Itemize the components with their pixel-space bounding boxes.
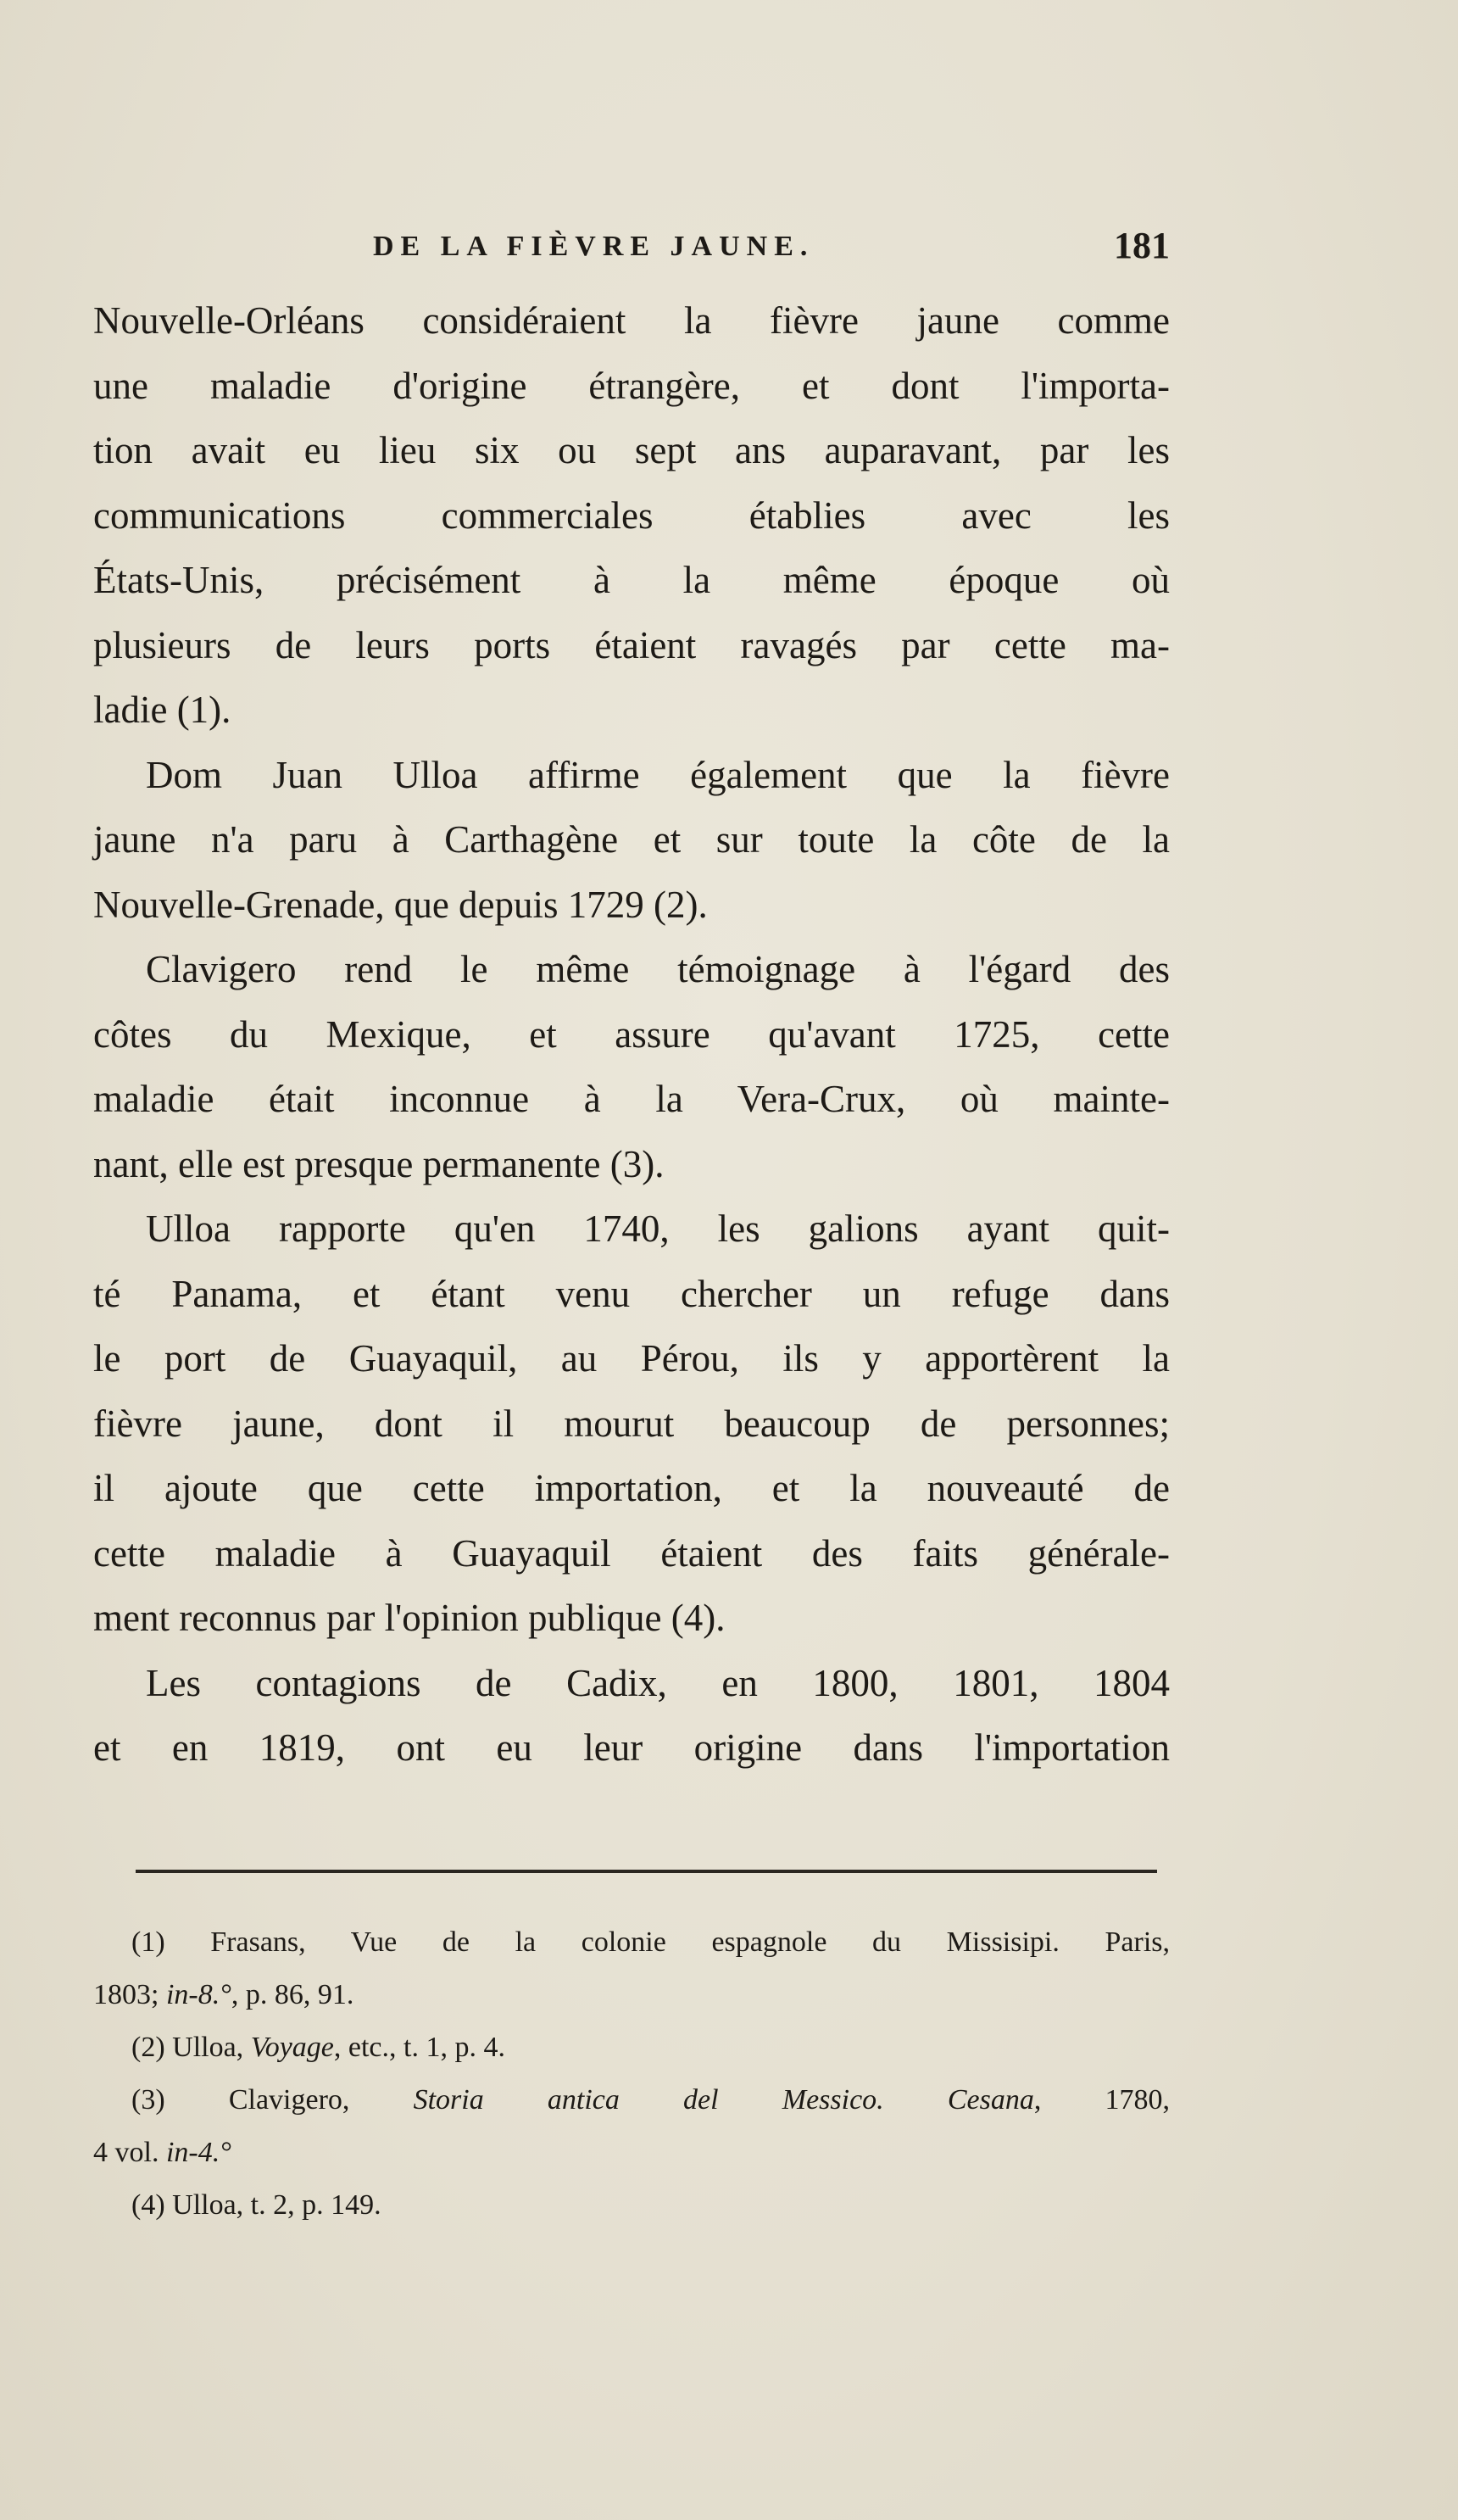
page-header xyxy=(93,222,1170,273)
footnote-separator-rule xyxy=(136,1870,1157,1873)
text-line: fièvre jaune, dont il mourut beaucoup de personnes; xyxy=(93,1402,1170,1445)
text-line: Les contagions de Cadix, en 1800, 1801, 1804 xyxy=(146,1661,1170,1704)
text-line: Nouvelle-Orléans considéraient la fièvre jaune comme xyxy=(93,299,1170,342)
text-line: té Panama, et étant venu chercher un refuge dans xyxy=(93,1272,1170,1315)
running-title: DE LA FIÈVRE JAUNE. xyxy=(373,231,815,262)
text-line: cette maladie à Guayaquil étaient des faits générale- xyxy=(93,1531,1170,1575)
text-line: Clavigero rend le même témoignage à l'égard des xyxy=(146,948,1170,990)
text-line: il ajoute que cette importation, et la nouveauté de xyxy=(93,1467,1170,1509)
footnote-1-continued: 1803; in-8.°, p. 86, 91. xyxy=(93,1979,354,2010)
text-line: jaune n'a paru à Carthagène et sur toute la côte de la xyxy=(93,818,1170,861)
text-line: communications commerciales établies avec les xyxy=(93,493,1170,537)
page-number: 181 xyxy=(1114,225,1170,266)
footnote-3: (3) Clavigero, Storia antica del Messico. Cesana, 1780, xyxy=(131,2084,1171,2116)
footnote-4: (4) Ulloa, t. 2, p. 149. xyxy=(131,2189,381,2221)
text-line: ladie (1). xyxy=(93,689,231,731)
text-line: le port de Guayaquil, au Pérou, ils y apportèrent la xyxy=(93,1337,1170,1380)
text-line: et en 1819, ont eu leur origine dans l'importation xyxy=(93,1726,1170,1769)
footnote-3-continued: 4 vol. in-4.° xyxy=(93,2137,231,2168)
text-line: une maladie d'origine étrangère, et dont l'importa- xyxy=(93,364,1170,407)
text-line: maladie était inconnue à la Vera-Crux, où mainte- xyxy=(93,1078,1170,1120)
footnote-1: (1) Frasans, Vue de la colonie espagnole du Missisipi. Paris, xyxy=(131,1926,1170,1958)
text-line: Nouvelle-Grenade, que depuis 1729 (2). xyxy=(93,883,708,926)
text-line: côtes du Mexique, et assure qu'avant 1725, cette xyxy=(93,1012,1170,1056)
footnote-2: (2) Ulloa, Voyage, etc., t. 1, p. 4. xyxy=(131,2032,505,2063)
text-line: États-Unis, précisément à la même époque où xyxy=(93,559,1170,601)
body-text xyxy=(93,288,1170,1781)
footnotes xyxy=(93,1916,1170,2232)
text-line: tion avait eu lieu six ou sept ans auparavant, par les xyxy=(93,429,1170,471)
text-line: Ulloa rapporte qu'en 1740, les galions ayant quit- xyxy=(146,1207,1170,1250)
text-line: nant, elle est presque permanente (3). xyxy=(93,1142,665,1185)
text-line: ment reconnus par l'opinion publique (4). xyxy=(93,1597,726,1639)
text-line: Dom Juan Ulloa affirme également que la fièvre xyxy=(146,753,1170,796)
text-line: plusieurs de leurs ports étaient ravagés par cette ma- xyxy=(93,623,1170,666)
